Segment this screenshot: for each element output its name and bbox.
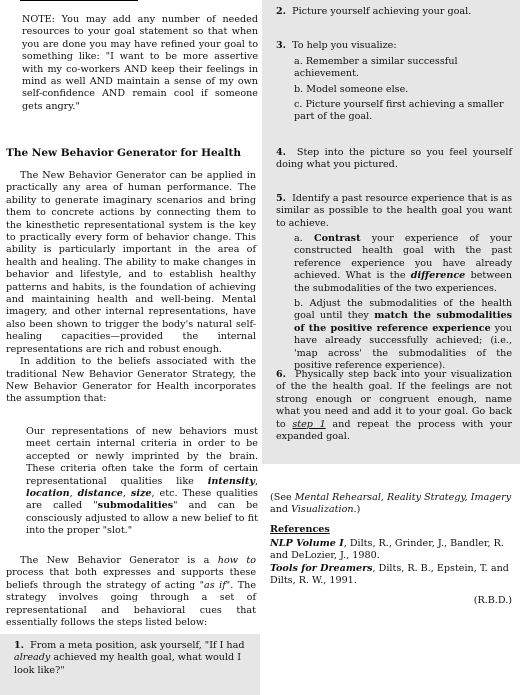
right-column xyxy=(262,0,520,695)
step-5a: a. Contrast your experience of your constructed health goal with the past reference experience you have already achieved. What is the difference between the submodalities of the two experiences. xyxy=(294,233,512,294)
step-3b: b. Model someone else. xyxy=(294,84,409,95)
top-rule xyxy=(20,0,138,1)
reference-1: NLP Volume I, Dilts, R., Grinder, J., Bandler, R. and DeLozier, J., 1980. xyxy=(270,538,504,562)
reference-2: Tools for Dreamers, Dilts, R. B., Epstein, T. and Dilts, R. W., 1991. xyxy=(270,563,509,587)
step-3a: a. Remember a similar successful achievement. xyxy=(294,56,458,80)
step-5: 5. Identify a past resource experience that is as similar as possible to the health goal you want to achieve. xyxy=(276,193,513,229)
section-heading: The New Behavior Generator for Health xyxy=(6,147,241,159)
generator-text: The New Behavior Generator is a how to process that both expresses and supports these beliefs through the strategy of acting "as if". The strategy involves going through a set of representational and behavioral cues that essentially follows the steps listed below: xyxy=(6,555,256,629)
see-also: (See Mental Rehearsal, Reality Strategy, Imagery and Visualization.) xyxy=(270,492,512,516)
quote-text: Our representations of new behaviors must meet certain internal criteria in order to be accepted or newly imprinted by the brain. These criteria often take the form of certain representational qualities like intensity, location, distance, size, etc. These qualities are called "submodalities" and can be consciously adjusted to allow a new belief to fit into the proper "slot." xyxy=(26,426,258,537)
step-3c: c. Picture yourself first achieving a smaller part of the goal. xyxy=(294,99,504,123)
note-text: NOTE: You may add any number of needed resources to your goal statement so that when you are done you may have refined your goal to something like: "I want to be more assertive with my co-workers AND keep their feelings in mind as well AND maintain a sense of my own self-confidence AND remain cool if someone gets angry." xyxy=(22,14,258,112)
step-1-text: 1. From a meta position, ask yourself, "If I had already achieved my health goal, what would I look like?" xyxy=(14,640,245,676)
intro-paragraph-2: In addition to the beliefs associated with the traditional New Behavior Generator Strategy, the New Behavior Generator for Health incorporates the assumption that: xyxy=(6,356,256,405)
step-2: 2. Picture yourself achieving your goal. xyxy=(276,6,472,17)
step-3: 3. To help you visualize: xyxy=(276,40,397,51)
intro-paragraph-1: The New Behavior Generator can be applied in practically any area of human performance. The ability to generate imaginary scenarios and bring them to concrete actions by connecting them to the kinesthetic representational system is the key to practically every form of behavior change. This ability is particularly important in the area of health and healing. The ability to make changes in behavior and lifestyle, and to establish healthy patterns and habits, is the foundation of achieving and maintaining health and well-being. Mental imagery, and other internal representations, have also been shown to trigger the body's natural self-healing capacities—provided the internal representations are rich and robust enough. xyxy=(6,170,256,355)
step-5b: b. Adjust the submodalities of the health goal until they match the submodalities of the positive reference experience you have already successfully achieved; (i.e., 'map across' the submodalities of the positive reference experience). xyxy=(294,298,512,372)
note-block xyxy=(22,14,258,113)
intro-block xyxy=(6,170,256,406)
step-6: 6. Physically step back into your visualization of the the health goal. If the feelings are not strong enough or congruent enough, name what you need and add it to your goal. Go back to step 1 and repeat the process with your expanded goal. xyxy=(276,369,512,443)
references-heading: References xyxy=(270,524,330,535)
references-area xyxy=(262,464,520,695)
generator-paragraph xyxy=(6,555,256,629)
assumption-quote xyxy=(26,426,258,538)
step-4: 4. Step into the picture so you feel yourself doing what you pictured. xyxy=(276,147,512,171)
step-1 xyxy=(14,640,254,677)
author-initials: (R.B.D.) xyxy=(473,595,512,606)
